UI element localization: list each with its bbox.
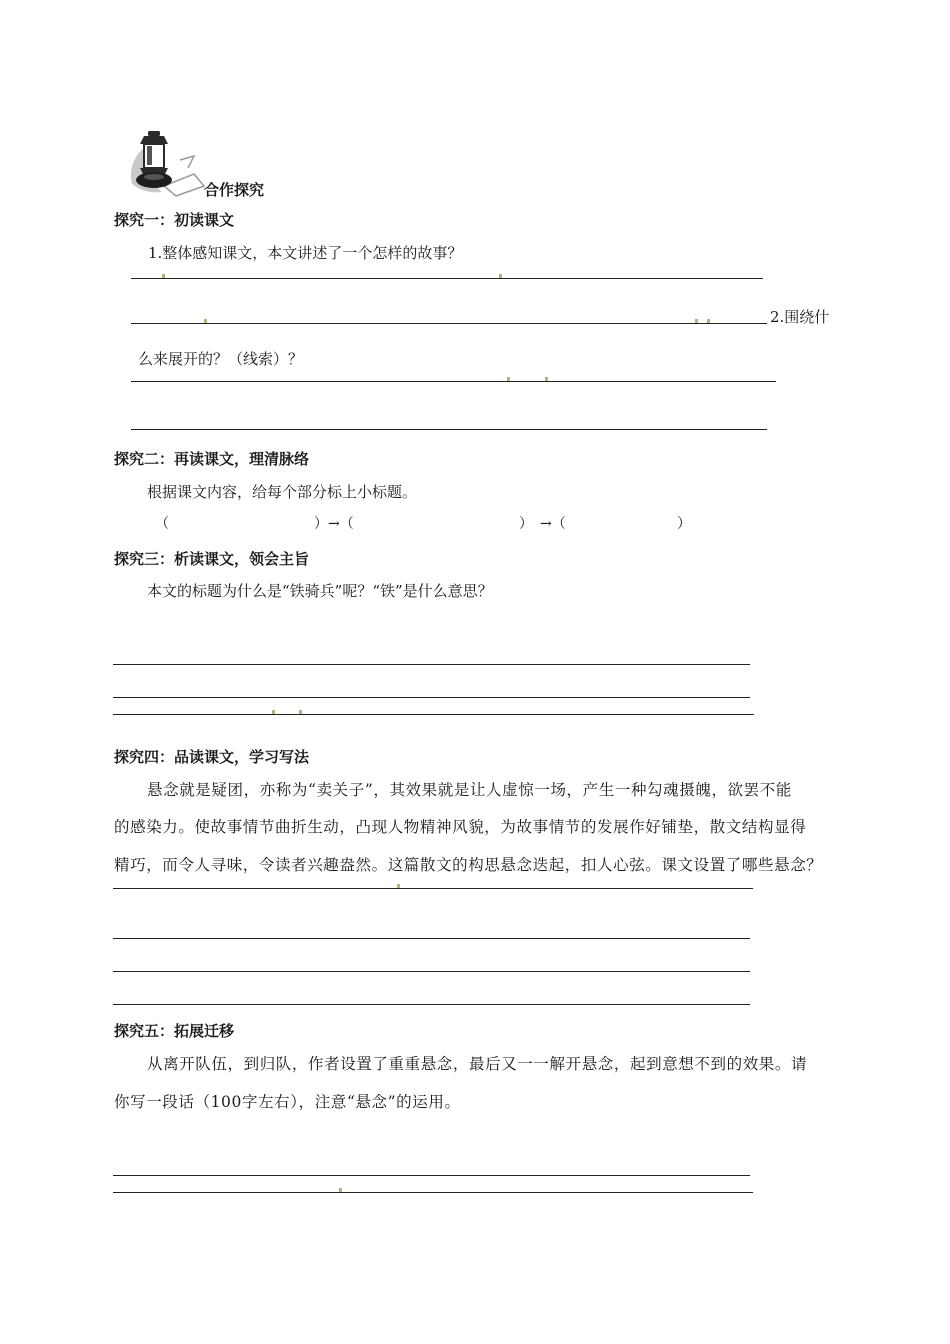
flow-arrow-2: →（	[540, 516, 566, 532]
explore5-heading: 探究五：拓展迁移	[114, 1022, 235, 1040]
answer-line	[113, 888, 753, 889]
flow-close-3: ）	[677, 516, 691, 532]
text-cursor-mark	[204, 319, 207, 323]
explore4-paragraph-line-2: 的感染力。使故事情节曲折生动，凸现人物精神风貌，为故事情节的发展作好铺垫，散文结构显得	[114, 818, 807, 836]
explore4-paragraph-line-1: 悬念就是疑团，亦称为“卖关子”，其效果就是让人虚惊一场，产生一种勾魂摄魄，欲罢不能	[147, 781, 792, 799]
explore1-heading: 探究一：初读课文	[114, 211, 235, 229]
text-cursor-mark	[507, 377, 510, 381]
explore1-question2-start: 2.围绕什	[770, 308, 830, 326]
answer-line	[113, 971, 750, 972]
answer-line	[113, 1004, 750, 1005]
text-cursor-mark	[162, 274, 165, 278]
answer-line	[131, 278, 763, 279]
text-cursor-mark	[272, 710, 275, 714]
flow-open-1: （	[155, 516, 169, 532]
explore1-question2-end: 么来展开的？（线索）？	[138, 350, 304, 368]
answer-line	[131, 381, 776, 382]
section-title: 合作探究	[204, 181, 265, 199]
answer-line	[113, 1192, 753, 1193]
text-cursor-mark	[707, 319, 710, 323]
text-cursor-mark	[499, 274, 502, 278]
flow-close-1: ）→（	[314, 516, 354, 532]
answer-line	[113, 697, 750, 698]
explore4-heading: 探究四：品读课文，学习写法	[114, 748, 310, 766]
answer-line	[113, 938, 750, 939]
answer-line	[113, 1175, 750, 1176]
answer-line	[113, 664, 750, 665]
explore2-heading: 探究二：再读课文，理清脉络	[114, 450, 310, 468]
explore3-heading: 探究三：析读课文，领会主旨	[114, 550, 310, 568]
explore5-paragraph-line-1: 从离开队伍，到归队，作者设置了重重悬念，最后又一一解开悬念，起到意想不到的效果。请	[147, 1055, 808, 1073]
text-cursor-mark	[397, 884, 400, 888]
text-cursor-mark	[695, 319, 698, 323]
explore1-question1: 1.整体感知课文，本文讲述了一个怎样的故事？	[148, 244, 463, 262]
lantern-illustration-icon	[124, 128, 206, 200]
answer-line	[131, 429, 767, 430]
explore2-instruction: 根据课文内容，给每个部分标上小标题。	[147, 483, 418, 501]
flow-close-2: ）	[519, 516, 533, 532]
answer-line	[113, 714, 754, 715]
text-cursor-mark	[339, 1188, 342, 1192]
text-cursor-mark	[545, 377, 548, 381]
explore3-question: 本文的标题为什么是“铁骑兵”呢？“铁”是什么意思？	[147, 582, 493, 600]
explore4-paragraph-line-3: 精巧，而令人寻味，令读者兴趣盎然。这篇散文的构思悬念迭起，扣人心弦。课文设置了哪些悬念？	[114, 856, 823, 874]
text-cursor-mark	[299, 710, 302, 714]
answer-line	[131, 323, 767, 324]
explore5-paragraph-line-2: 你写一段话（100字左右），注意“悬念”的运用。	[114, 1093, 461, 1111]
